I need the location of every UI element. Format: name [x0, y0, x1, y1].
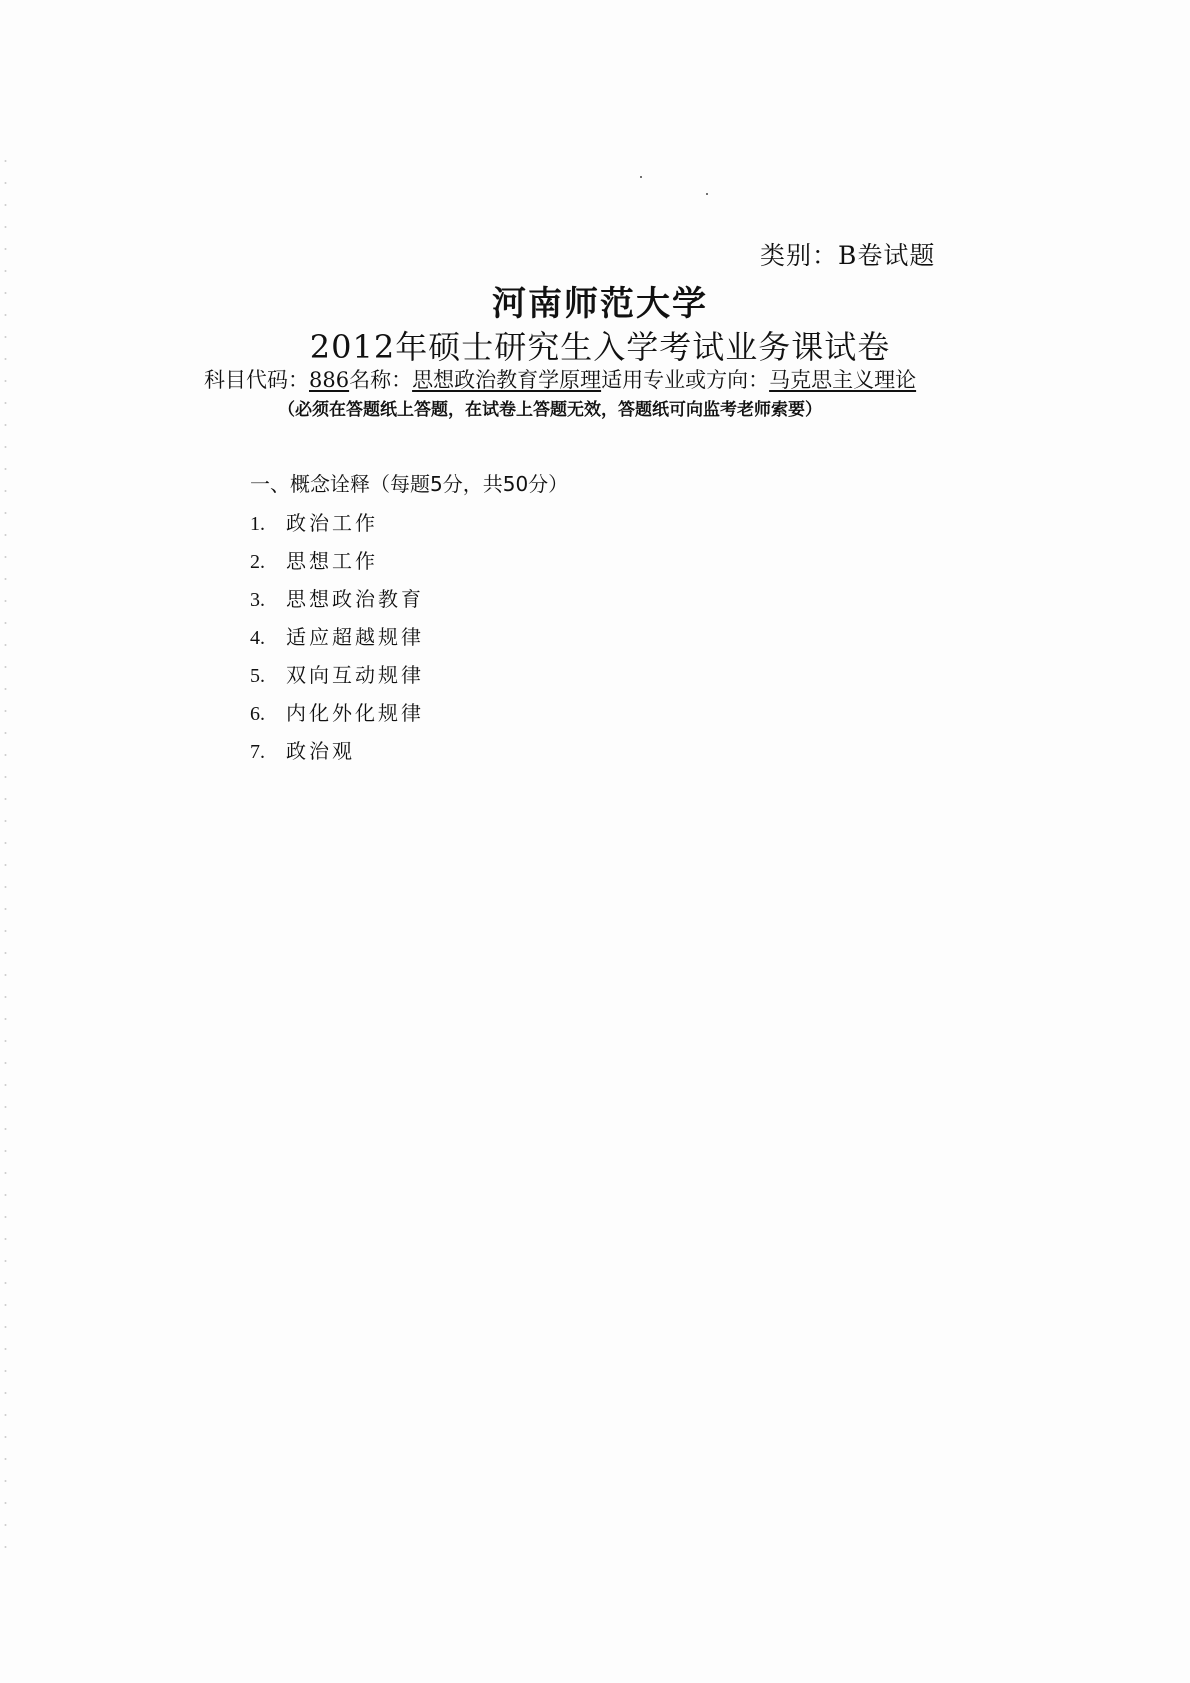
question-list — [250, 504, 424, 770]
question-text: 适应超越规律 — [286, 625, 424, 649]
question-item — [250, 656, 424, 694]
scan-speck — [640, 176, 642, 178]
answer-notice: （必须在答题纸上答题，在试卷上答题无效，答题纸可向监考老师索要） — [278, 400, 822, 420]
question-item — [250, 504, 424, 542]
major-name: 马克思主义理论 — [769, 368, 917, 392]
university-name: 河南师范大学 — [492, 284, 708, 324]
question-text: 政治观 — [286, 739, 355, 763]
question-text: 双向互动规律 — [286, 663, 424, 687]
question-text: 思想政治教育 — [286, 587, 424, 611]
question-text: 思想工作 — [286, 549, 378, 573]
question-item — [250, 618, 424, 656]
question-item — [250, 542, 424, 580]
question-number: 4. — [250, 627, 265, 649]
question-number: 1. — [250, 513, 265, 535]
question-item — [250, 580, 424, 618]
question-number: 3. — [250, 589, 265, 611]
subject-name: 思想政治教育学原理 — [412, 368, 602, 392]
major-label: 适用专业或方向： — [601, 368, 770, 392]
truncated-question — [250, 772, 410, 780]
question-item — [250, 732, 424, 770]
subject-info-line — [204, 364, 916, 394]
scan-speck — [706, 193, 708, 195]
section-heading: 一、概念诠释（每题5分，共50分） — [250, 472, 569, 496]
subject-name-label: 名称： — [349, 368, 413, 392]
question-text: 内化外化规律 — [286, 701, 424, 725]
truncated-question-text — [250, 772, 410, 773]
question-number: 5. — [250, 665, 265, 687]
question-number: 7. — [250, 741, 265, 763]
question-item — [250, 694, 424, 732]
question-text: 政治工作 — [286, 511, 378, 535]
exam-category: 类别：B卷试题 — [760, 241, 936, 270]
question-number: 2. — [250, 551, 265, 573]
subject-code: 886 — [309, 368, 350, 392]
exam-title: 2012年硕士研究生入学考试业务课试卷 — [309, 328, 891, 366]
subject-code-label: 科目代码： — [204, 368, 309, 392]
question-number: 6. — [250, 703, 265, 725]
